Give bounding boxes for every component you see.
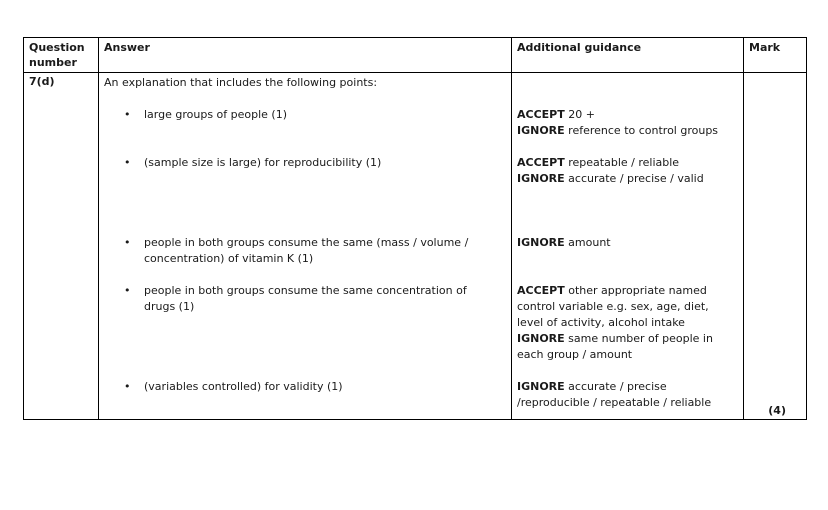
guidance-text: same number of people in each group / amount xyxy=(517,332,713,361)
guidance-block xyxy=(517,235,738,283)
answer-point-text: large groups of people (1) xyxy=(144,108,288,121)
guidance-block xyxy=(517,107,738,155)
answer-point xyxy=(104,235,506,283)
answer-point xyxy=(104,155,506,235)
guidance-text: amount xyxy=(564,236,611,249)
header-answer: Answer xyxy=(99,38,512,73)
bullet-icon: • xyxy=(124,156,131,169)
bullet-icon: • xyxy=(124,108,131,121)
guidance-keyword: IGNORE xyxy=(517,332,565,345)
header-additional-guidance: Additional guidance xyxy=(512,38,744,73)
guidance-text: accurate / precise /reproducible / repeatable / reliable xyxy=(517,380,712,409)
guidance-text: repeatable / reliable xyxy=(564,156,680,169)
guidance-text: other appropriate named control variable e.g. sex, age, diet, level of activity, alcohol intake xyxy=(517,284,709,329)
header-row xyxy=(24,38,807,73)
answer-point xyxy=(104,283,506,379)
mark-scheme-table xyxy=(23,37,807,420)
answer-point xyxy=(104,107,506,155)
answer-point xyxy=(104,379,506,417)
bullet-icon: • xyxy=(124,236,131,249)
guidance-block xyxy=(517,379,738,417)
answer-points xyxy=(104,107,506,417)
guidance-keyword: IGNORE xyxy=(517,380,565,393)
answer-point-text: people in both groups consume the same (mass / volume / concentration) of vitamin K (1) xyxy=(144,236,469,265)
question-row xyxy=(24,73,807,420)
bullet-icon: • xyxy=(124,284,131,297)
guidance-keyword: IGNORE xyxy=(517,172,565,185)
guidance-cell xyxy=(512,73,744,420)
bullet-icon: • xyxy=(124,380,131,393)
guidance-text: 20 + xyxy=(564,108,595,121)
guidance-keyword: ACCEPT xyxy=(517,284,565,297)
header-mark: Mark xyxy=(744,38,807,73)
mark-total: (4) xyxy=(768,404,786,417)
answer-intro: An explanation that includes the following points: xyxy=(104,76,378,89)
guidance-block xyxy=(517,155,738,235)
answer-point-text: (sample size is large) for reproducibility (1) xyxy=(144,156,382,169)
guidance-keyword: IGNORE xyxy=(517,236,565,249)
guidance-block xyxy=(517,283,738,379)
guidance-keyword: ACCEPT xyxy=(517,156,565,169)
answer-cell xyxy=(99,73,512,420)
answer-point-text: people in both groups consume the same concentration of drugs (1) xyxy=(144,284,467,313)
question-number: 7(d) xyxy=(24,73,99,420)
mark-cell xyxy=(744,73,807,420)
header-question-number: Question number xyxy=(24,38,99,73)
guidance-keyword: IGNORE xyxy=(517,124,565,137)
guidance-keyword: ACCEPT xyxy=(517,108,565,121)
guidance-text: accurate / precise / valid xyxy=(564,172,704,185)
answer-point-text: (variables controlled) for validity (1) xyxy=(144,380,343,393)
guidance-text: reference to control groups xyxy=(564,124,719,137)
